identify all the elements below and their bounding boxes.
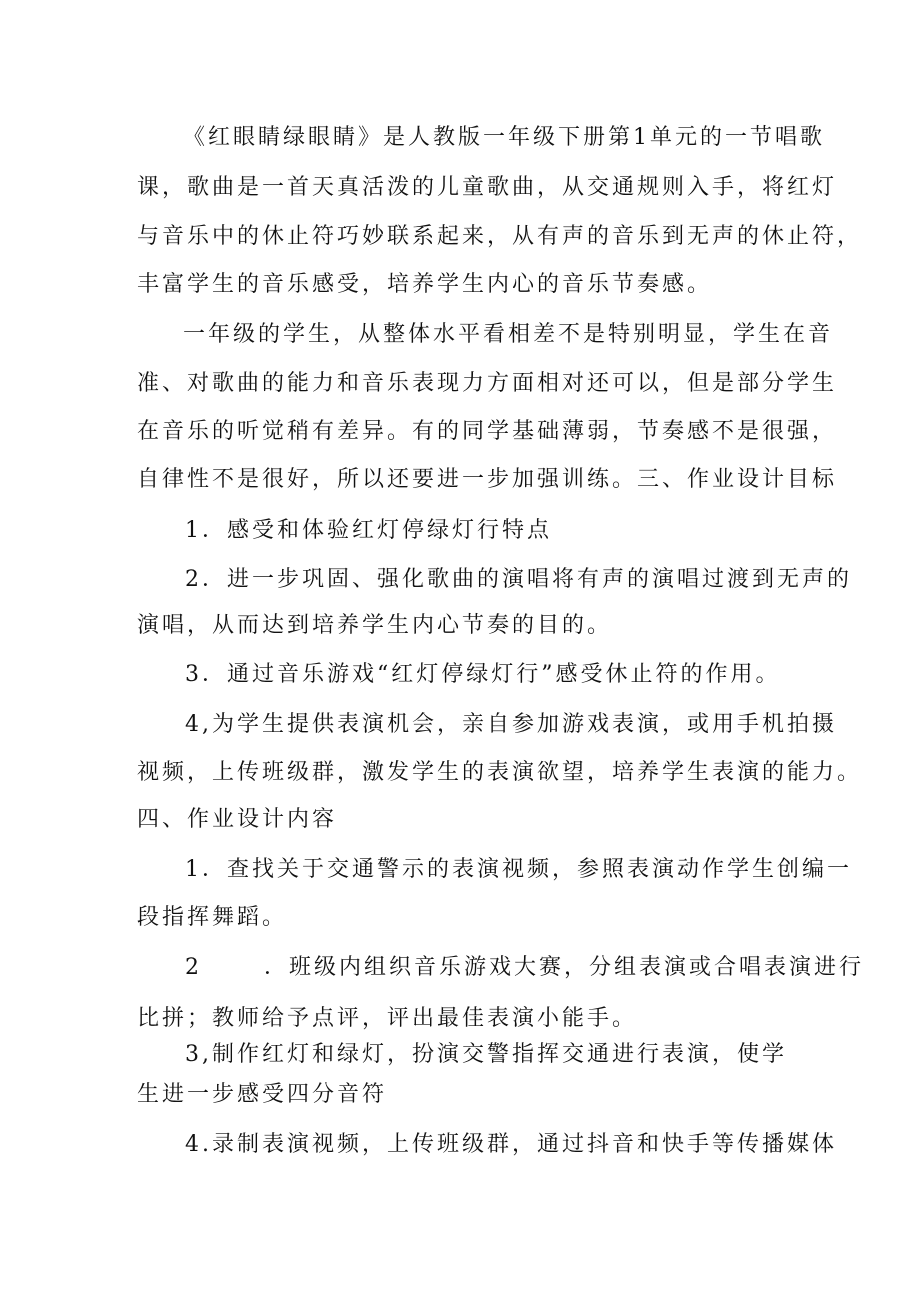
content-1-line1: 1．查找关于交通警示的表演视频，参照表演动作学生创编一	[185, 857, 852, 882]
goal-2-line1: 2．进一步巩固、强化歌曲的演唱将有声的演唱过渡到无声的	[185, 567, 852, 592]
para1-line2: 课，歌曲是一首天真活泼的儿童歌曲，从交通规则入手，将红灯	[137, 175, 838, 200]
content-3-line1: 3,制作红灯和绿灯，扮演交警指挥交通进行表演，使学	[185, 1042, 787, 1067]
para2-line4: 自律性不是很好，所以还要进一步加强训练。三、作业设计目标	[137, 467, 838, 492]
para2-line1: 一年级的学生，从整体水平看相差不是特别明显，学生在音	[183, 322, 834, 347]
goal-3: 3．通过音乐游戏“红灯停绿灯行”感受休止符的作用。	[185, 662, 781, 687]
content-2-text: ．班级内组织音乐游戏大赛，分组表演或合唱表演进行	[264, 955, 865, 980]
para1-line4: 丰富学生的音乐感受，培养学生内心的音乐节奏感。	[137, 272, 713, 297]
section4-heading: 四、作业设计内容	[137, 807, 338, 832]
goal-2-line2: 演唱，从而达到培养学生内心节奏的目的。	[137, 613, 613, 638]
para1-line3: 与音乐中的休止符巧妙联系起来，从有声的音乐到无声的休止符，	[137, 224, 863, 249]
para2-line3: 在音乐的听觉稍有差异。有的同学基础薄弱，节奏感不是很强，	[137, 419, 838, 444]
content-4-line1: 4.录制表演视频，上传班级群，通过抖音和快手等传播媒体	[185, 1132, 837, 1157]
goal-4-line2: 视频，上传班级群，激发学生的表演欲望，培养学生表演的能力。	[137, 760, 863, 785]
goal-4-line1: 4,为学生提供表演机会，亲自参加游戏表演，或用手机拍摄	[185, 712, 837, 737]
para1-line1: 《红眼睛绿眼睛》是人教版一年级下册第1单元的一节唱歌	[183, 125, 825, 150]
para2-line2: 准、对歌曲的能力和音乐表现力方面相对还可以，但是部分学生	[137, 371, 838, 396]
content-2-line2: 比拼；教师给予点评，评出最佳表演小能手。	[137, 1006, 638, 1031]
content-3-line2: 生进一步感受四分音符	[137, 1082, 388, 1107]
content-2-line1	[185, 953, 864, 983]
content-2-number: 2	[185, 955, 202, 980]
goal-1: 1．感受和体验红灯停绿灯行特点	[185, 518, 552, 543]
content-1-line2: 段指挥舞蹈。	[137, 905, 288, 930]
